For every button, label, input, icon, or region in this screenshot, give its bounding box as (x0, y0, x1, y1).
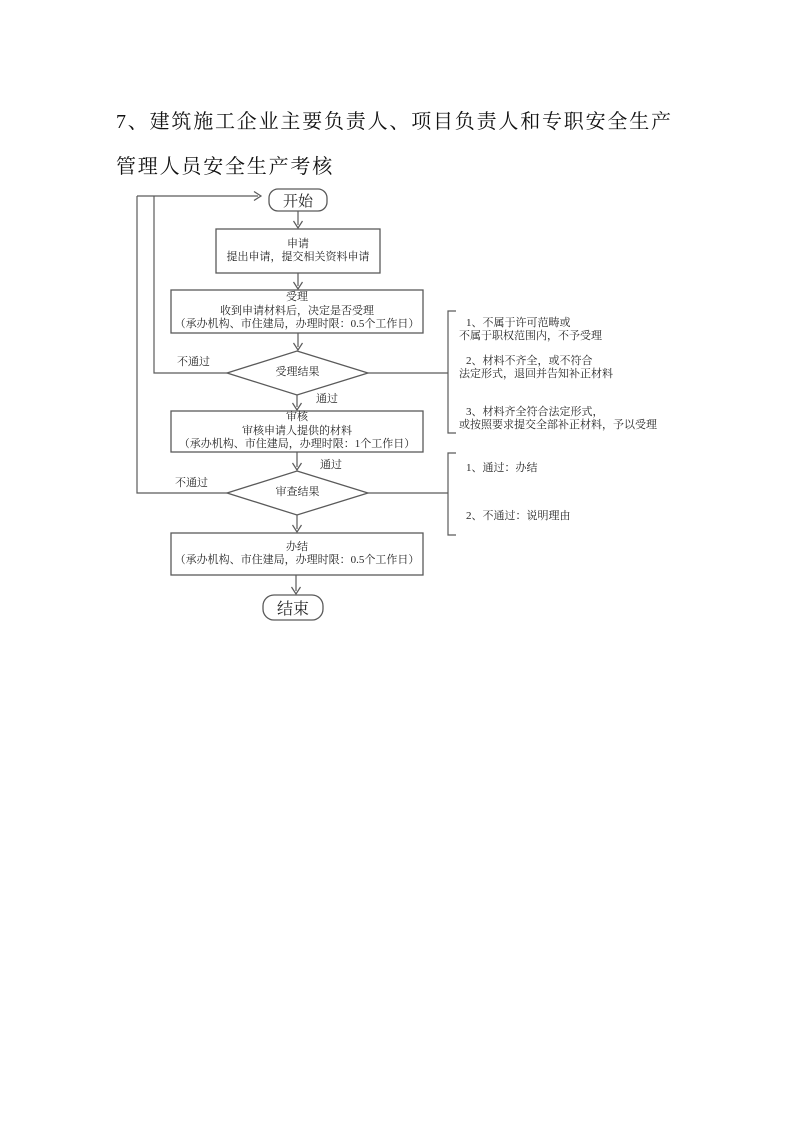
start-node (269, 189, 327, 211)
accept-box-desc: 收到申请材料后，决定是否受理 (220, 304, 374, 317)
accept-box (171, 290, 423, 333)
review-box-detail: （承办机构、市住建局，办理时限：1个工作日） (178, 438, 416, 451)
accept-note-1-line-1: 1、不属于许可范畴或 (466, 317, 571, 329)
end-node (263, 595, 323, 620)
complete-box-detail: （承办机构、市住建局，办理时限：0.5个工作日） (174, 554, 420, 566)
complete-box-title: 办结 (286, 540, 308, 553)
start-node-label: 开始 (282, 193, 313, 210)
decision1-fail-label: 不通过 (177, 356, 210, 368)
review-note-1: 1、通过：办结 (466, 462, 538, 474)
bracket2-icon (448, 453, 456, 535)
review-box-desc: 审核申请人提供的材料 (242, 424, 352, 437)
title-line-2: 管理人员安全生产考核 (116, 156, 334, 178)
accept-note-3-line-1: 3、材料齐全符合法定形式， (466, 406, 604, 418)
decision2-fail-label: 不通过 (175, 477, 208, 489)
title-line-1: 7、建筑施工企业主要负责人、项目负责人和专职安全生产 (116, 111, 673, 133)
decision1-label: 受理结果 (275, 366, 320, 378)
end-node-label: 结束 (276, 601, 309, 618)
complete-box (171, 533, 423, 575)
apply-box-desc: 提出申请，提交相关资料申请 (226, 251, 370, 263)
review-pass-label: 通过 (320, 459, 342, 471)
bracket1-icon (448, 311, 456, 433)
review-box (171, 411, 423, 452)
review-note-2: 2、不通过：说明理由 (466, 510, 571, 522)
apply-box (216, 229, 380, 273)
accept-box-detail: （承办机构、市住建局，办理时限：0.5个工作日） (174, 318, 420, 331)
accept-note-3-line-2: 或按照要求提交全部补正材料，予以受理 (459, 419, 657, 431)
decision1-pass-label: 通过 (316, 393, 338, 405)
accept-note-2-line-2: 法定形式，退回并告知补正材料 (459, 368, 613, 380)
feedback-line-decision1 (154, 196, 227, 373)
accept-note-2-line-1: 2、材料不齐全，或不符合 (466, 355, 593, 367)
review-box-title: 审核 (286, 411, 308, 424)
decision2-label: 审查结果 (275, 486, 320, 498)
apply-box-title: 申请 (287, 237, 309, 250)
accept-note-1-line-2: 不属于职权范围内，不予受理 (459, 330, 602, 342)
accept-box-title: 受理 (286, 291, 308, 304)
